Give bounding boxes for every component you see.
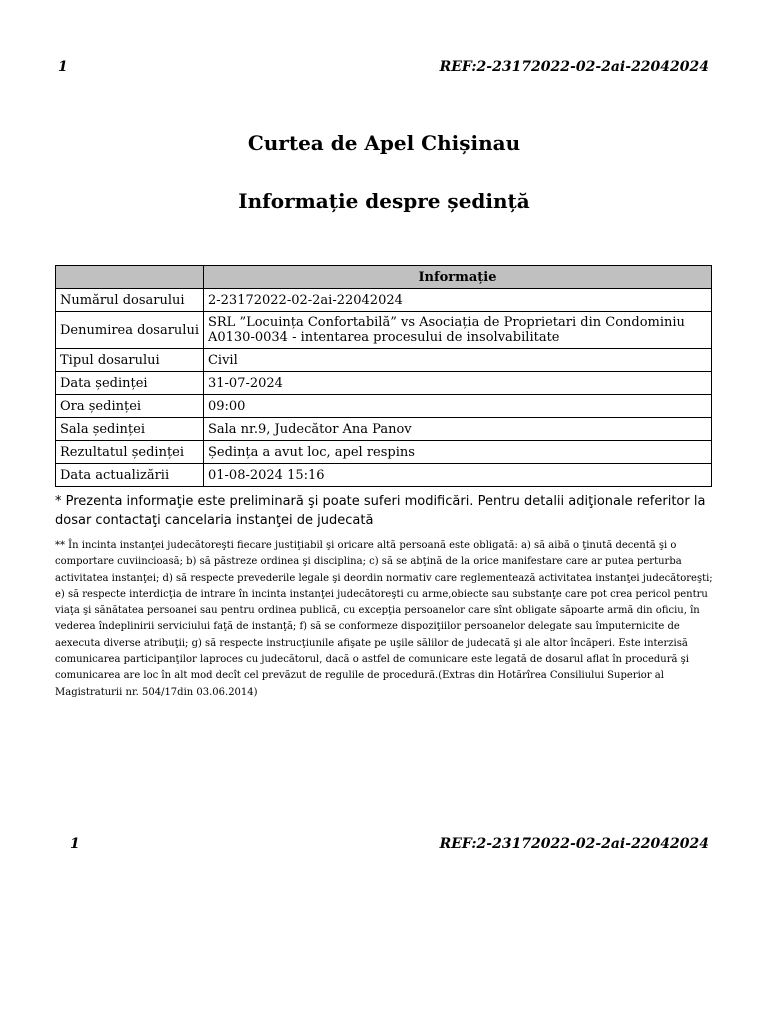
table-row: [56, 372, 712, 395]
table-row: [56, 418, 712, 441]
court-rules-notice: ** În incinta instanţei judecătoreşti fiecare justiţiabil şi oricare altă persoană este obligată: a) să aibă o ţinută decentă şi o comportare cuviincioasă; b) să păstreze ordinea şi disciplina; c) să se abţină de la orice manifestare care ar putea perturba activitatea instanţei; d) să respecte prevederile legale şi deordin normativ care reglementează activitatea instanţei judecătoreşti; e) să respecte interdicţia de intrare în incinta instanţei judecătoreşti cu arme,obiecte sau substanţe care pot crea pericol pentru viaţa şi sănătatea persoanei sau pentru ordinea publică, cu excepţia persoanelor care sînt obligate săpoarte armă din oficiu, în vederea îndeplinirii serviciului faţă de instanţă; f) să se conformeze dispoziţiilor persoanelor delegate sau împuternicite de aexecuta diverse atribuţii; g) să respecte instrucţiunile afişate pe uşile sălilor de judecată şi ale altor încăperi. Este interzisă comunicarea participanţilor laproces cu judecătorul, dacă o astfel de comunicare este legată de dosarul aflat în procedură şi comunicarea are loc în alt mod decît cel prevăzut de regulile de procedură.(Extras din Hotărîrea Consiliului Superior al Magistraturii nr. 504/17din 03.06.2014): [55, 540, 713, 698]
preliminary-notice: * Prezenta informaţie este preliminară şi poate suferi modificări. Pentru detalii adiţionale referitor la dosar contactaţi cancelaria instanţei de judecată: [55, 494, 706, 528]
row-label: Rezultatul ședinței: [56, 441, 204, 464]
row-value: SRL ”Locuința Confortabilă” vs Asociația de Proprietari din Condominiu A0130-0034 - intentarea procesului de insolvabilitate: [203, 312, 711, 349]
row-value: 01-08-2024 15:16: [203, 464, 711, 487]
row-label: Numărul dosarului: [56, 289, 204, 312]
row-value: Civil: [203, 349, 711, 372]
table-row: [56, 464, 712, 487]
row-label: Sala ședinței: [56, 418, 204, 441]
row-value: Ședința a avut loc, apel respins: [203, 441, 711, 464]
table-row: [56, 395, 712, 418]
header-reference: REF:2-23172022-02-2ai-22042024: [439, 59, 709, 75]
table-header-empty-cell: [56, 266, 204, 289]
court-title: Curtea de Apel Chișinau: [247, 131, 521, 155]
row-value: Sala nr.9, Judecător Ana Panov: [203, 418, 711, 441]
row-label: Tipul dosarului: [56, 349, 204, 372]
row-value: 09:00: [203, 395, 711, 418]
row-value: 2-23172022-02-2ai-22042024: [203, 289, 711, 312]
table-row: [56, 312, 712, 349]
table-row: [56, 441, 712, 464]
row-label: Denumirea dosarului: [56, 312, 204, 349]
footer-page-number: 1: [70, 836, 80, 852]
footer-reference: REF:2-23172022-02-2ai-22042024: [439, 836, 709, 852]
header-page-number: 1: [58, 59, 68, 75]
row-value: 31-07-2024: [203, 372, 711, 395]
row-label: Data actualizării: [56, 464, 204, 487]
table-header-row: [56, 266, 712, 289]
table-row: [56, 349, 712, 372]
table-row: [56, 289, 712, 312]
page-title: Informație despre ședință: [238, 189, 530, 213]
row-label: Data ședinței: [56, 372, 204, 395]
row-label: Ora ședinței: [56, 395, 204, 418]
table-column-header: Informație: [203, 266, 711, 289]
info-table: [55, 265, 712, 487]
